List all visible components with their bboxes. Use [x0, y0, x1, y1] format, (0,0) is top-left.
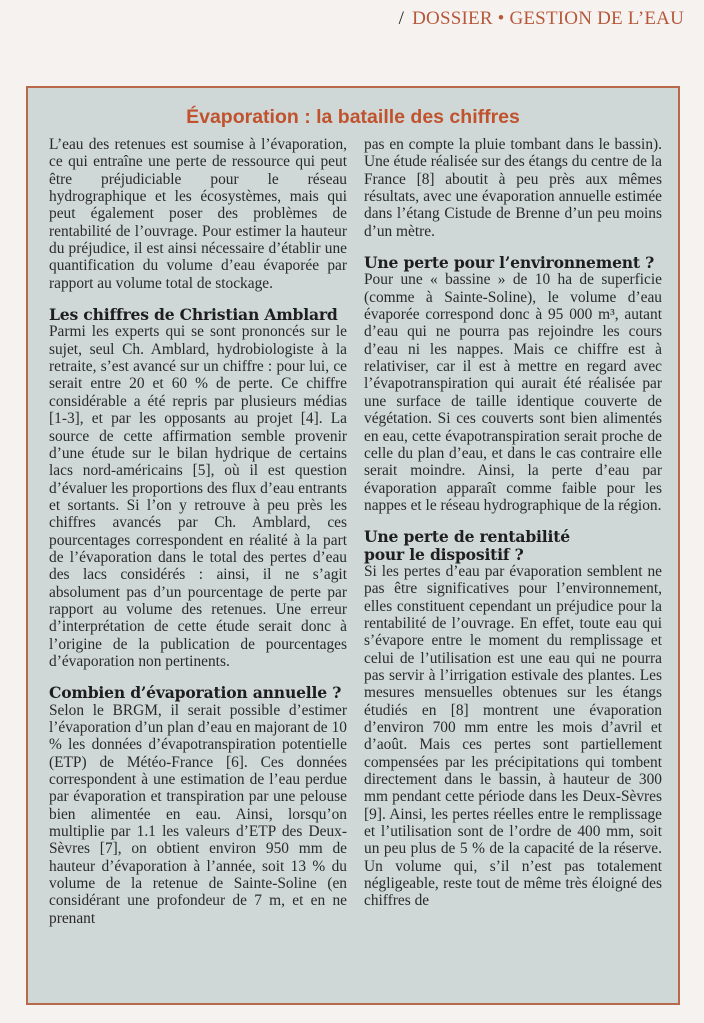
- heading-environment: Une perte pour l’environnement ?: [364, 253, 655, 273]
- heading-annual-evaporation: Combien d’évaporation annuelle ?: [49, 683, 342, 703]
- running-head-slash: /: [398, 8, 405, 29]
- paragraph-annual-evaporation: Selon le BRGM, il serait possible d’estimer l’évaporation d’un plan d’eau en majorant de 10 % les données d’évapotranspiration potentielle (ETP) de Météo-France [6]. Ces données correspondent à une estimation de l’eau perdue par évaporation et transpiration par une pelouse bien alimentée en eau. Ainsi, lorsqu’on multiplie par 1.1 les valeurs d’ETP des Deux-Sèvres [7], on obtient environ 950 mm de hauteur d’évaporation à l’année, soit 13 % du volume de la retenue de Sainte-Soline (en considérant une profondeur de 7 m, et en ne prenant: [49, 701, 347, 927]
- left-column: [49, 136, 347, 927]
- paragraph-environment: Pour une « bassine » de 10 ha de superficie (comme à Sainte-Soline), le volume d’eau évaporée correspond donc à 95 000 m³, autant d’eau qui ne pourra pas rejoindre les cours d’eau ni les nappes. Mais ce chiffre est à relativiser, car il est à mettre en regard avec l’évapotranspiration qui aurait été réalisée par une surface de taille identique couverte de végétation. Si ces couverts sont bien alimentés en eau, cette évapotranspiration serait proche de celle du plan d’eau, et dans le cas contraire elle serait moindre. Ainsi, la perte d’eau par évaporation apparaît comme faible pour les nappes et le réseau hydrographique de la région.: [364, 271, 662, 514]
- paragraph-annual-evaporation-continued: pas en compte la pluie tombant dans le bassin). Une étude réalisée sur des étangs du centre de la France [8] aboutit à peu près aux mêmes résultats, avec une évaporation annuelle estimée dans l’étang Cistude de Brenne d’un peu moins d’un mètre.: [364, 136, 662, 240]
- right-column: [364, 136, 662, 910]
- paragraph-amblard: Parmi les experts qui se sont prononcés sur le sujet, seul Ch. Amblard, hydrobiologiste à la retraite, s’est avancé sur un chiffre : pour lui, ce serait entre 20 et 60 % de perte. Ce chiffre considérable a été repris par plusieurs médias [1-3], et par les opposants au projet [4]. La source de cette affirmation semble provenir d’une étude sur le bilan hydrique de certains lacs nord-américains [5], où il est question d’évaluer les proportions des flux d’eau entrants et sortants. Si l’on y retrouve à peu près les chiffres avancés par Ch. Amblard, ces pourcentages correspondent en réalité à la part de l’évaporation dans le total des pertes d’eau des lacs considérés : ainsi, il ne s’agit absolument pas d’un pourcentage de perte par rapport au volume des retenues. Une erreur d’interprétation de cette étude serait donc à l’origine de la publication de pourcentages d’évaporation non pertinents.: [49, 323, 347, 670]
- heading-profitability-line2: pour le dispositif ?: [364, 544, 524, 564]
- paragraph-profitability: Si les pertes d’eau par évaporation semblent ne pas être significatives pour l’environnement, elles constituent cependant un préjudice pour la rentabilité de l’ouvrage. En effet, toute eau qui s’évapore entre le moment du remplissage et celui de l’utilisation est une eau qui ne pourra pas servir à l’irrigation estivale des plantes. Les mesures mensuelles obtenues sur les étangs étudiés en [8] montrent une évaporation d’environ 700 mm entre les mois d’avril et d’août. Mais ces pertes sont partiellement compensées par les précipitations qui tombent directement dans le bassin, à hauteur de 300 mm pendant cette période dans les Deux-Sèvres [9]. Ainsi, les pertes réelles entre le remplissage et l’utilisation sont de l’ordre de 400 mm, soit un peu plus de 5 % de la capacité de la réserve. Un volume qui, s’il n’est pas totalement négligeable, reste tout de même très éloigné des chiffres de: [364, 562, 662, 910]
- running-head: [399, 8, 684, 30]
- intro-paragraph: L’eau des retenues est soumise à l’évaporation, ce qui entraîne une perte de ressource qui peut être préjudiciable pour le réseau hydrographique et les écosystèmes, mais qui peut également poser des problèmes de rentabilité de l’ouvrage. Pour estimer la hauteur du préjudice, il est ainsi nécessaire d’établir une quantification du volume d’eau évaporée par rapport au volume total de stockage.: [49, 136, 347, 292]
- sidebar-box: [26, 86, 680, 1005]
- box-title: Évaporation : la bataille des chiffres: [186, 106, 520, 128]
- heading-amblard: Les chiffres de Christian Amblard: [49, 305, 338, 325]
- heading-profitability-line1: Une perte de rentabilité: [364, 527, 570, 547]
- running-head-section: DOSSIER • GESTION DE L’EAU: [412, 8, 684, 29]
